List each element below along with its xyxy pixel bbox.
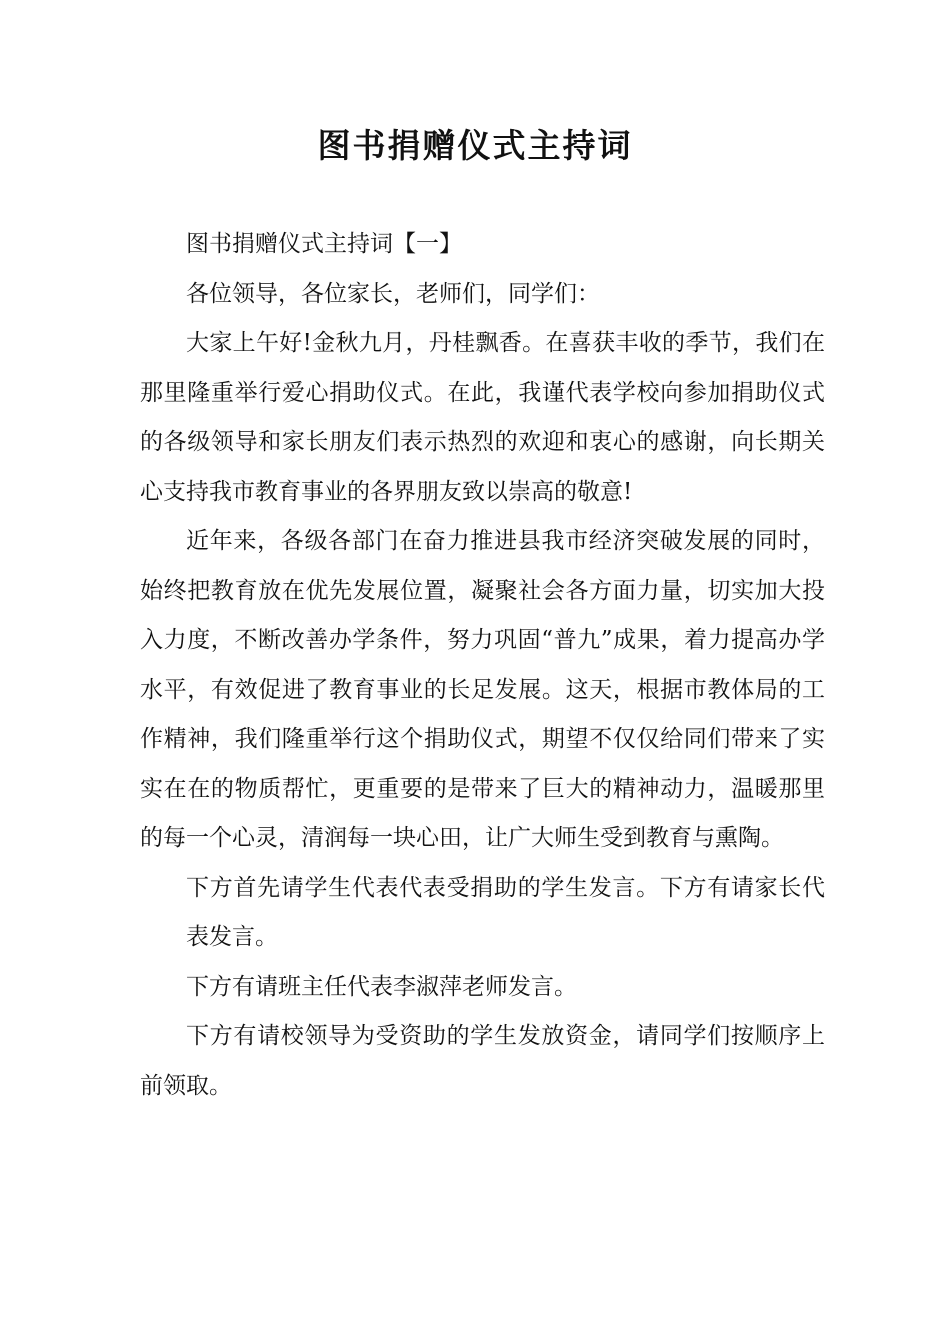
document-body xyxy=(140,220,825,1111)
paragraph-greeting: 大家上午好!金秋九月，丹桂飘香。在喜获丰收的季节，我们在那里隆重举行爱心捐助仪式。在此，我谨代表学校向参加捐助仪式的各级领导和家长朋友们表示热烈的欢迎和衷心的感谢，向长期关心支持我市教育事业的各界朋友致以崇高的敬意! xyxy=(140,330,825,505)
paragraph-background: 近年来，各级各部门在奋力推进县我市经济突破发展的同时，始终把教育放在优先发展位置，凝聚社会各方面力量，切实加大投入力度，不断改善办学条件，努力巩固“普九”成果，着力提高办学水平，有效促进了教育事业的长足发展。这天，根据市教体局的工作精神，我们隆重举行这个捐助仪式，期望不仅仅给同们带来了实实在在的物质帮忙，更重要的是带来了巨大的精神动力，温暖那里的每一个心灵，清润每一块心田，让广大师生受到教育与熏陶。 xyxy=(140,528,825,851)
salutation: 各位领导，各位家长，老师们，同学们： xyxy=(186,280,600,307)
document-title: 图书捐赠仪式主持词 xyxy=(317,126,633,166)
paragraph-funds-distribution: 下方有请校领导为受资助的学生发放资金，请同学们按顺序上前领取。 xyxy=(140,1023,825,1099)
paragraph-teacher-speech: 下方有请班主任代表李淑萍老师发言。 xyxy=(186,973,577,1000)
paragraph-student-speech: 下方首先请学生代表代表受捐助的学生发言。下方有请家长代表发言。 xyxy=(186,874,825,950)
section-heading: 图书捐赠仪式主持词【一】 xyxy=(186,231,462,257)
